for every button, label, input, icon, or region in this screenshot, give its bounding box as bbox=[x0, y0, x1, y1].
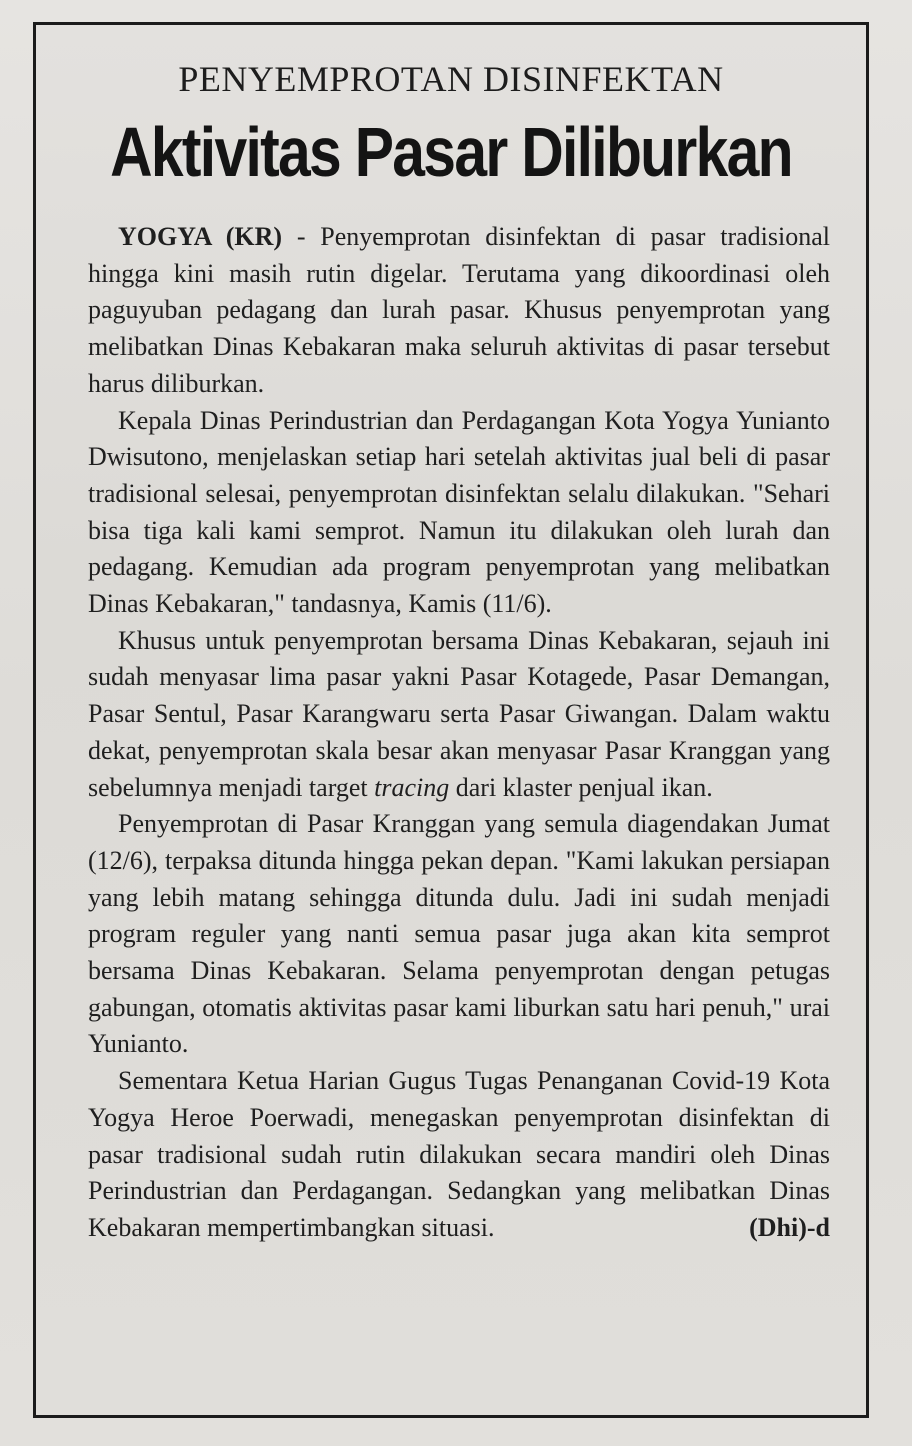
article-body bbox=[88, 219, 830, 1247]
paragraph-3-text-b: dari klaster penjual ikan. bbox=[449, 772, 713, 802]
byline: (Dhi)-d bbox=[749, 1212, 830, 1242]
paragraph-2: Kepala Dinas Perindustrian dan Perdagangan Kota Yogya Yunianto Dwisutono, menjelaskan setiap hari setelah aktivitas jual beli di pasar tradisional selesai, penyemprotan disinfektan selalu dilakukan. "Sehari bisa tiga kali kami semprot. Namun itu dilakukan oleh lurah dan pedagang. Kemudian ada program penyemprotan yang melibatkan Dinas Kebakaran," tandasnya, Kamis (11/6). bbox=[88, 405, 830, 619]
article-headline: Aktivitas Pasar Diliburkan bbox=[110, 113, 792, 191]
paragraph-5-text: Sementara Ketua Harian Gugus Tugas Penanganan Covid-19 Kota Yogya Heroe Poerwadi, menegaskan penyemprotan disinfektan di pasar tradisional sudah rutin dilakukan secara mandiri oleh Dinas Perindustrian dan Perdagangan. Sedangkan yang melibatkan Dinas Kebakaran mempertimbangkan situasi. bbox=[88, 1066, 830, 1242]
paragraph-1 bbox=[88, 219, 830, 403]
article-clipping bbox=[33, 22, 869, 1418]
dateline: YOGYA (KR) bbox=[118, 222, 283, 251]
paragraph-5 bbox=[88, 1063, 830, 1247]
paragraph-3-text-a: Khusus untuk penyemprotan bersama Dinas Kebakaran, sejauh ini sudah menyasar lima pasar yakni Pasar Kotagede, Pasar Demangan, Pasar Sentul, Pasar Karangwaru serta Pasar Giwangan. Dalam waktu dekat, penyemprotan skala besar akan menyasar Pasar Kranggan yang sebelumnya menjadi target bbox=[88, 625, 830, 802]
paragraph-3 bbox=[88, 623, 830, 807]
paragraph-1-text: - Penyemprotan disinfektan di pasar tradisional hingga kini masih rutin digelar. Terutama yang dikoordinasi oleh paguyuban pedagang dan lurah pasar. Khusus penyemprotan yang melibatkan Dinas Kebakaran maka seluruh aktivitas di pasar tersebut harus diliburkan. bbox=[88, 222, 830, 398]
paragraph-3-italic: tracing bbox=[374, 772, 450, 802]
paragraph-4: Penyemprotan di Pasar Kranggan yang semula diagendakan Jumat (12/6), terpaksa ditunda hingga pekan depan. "Kami lakukan persiapan yang lebih matang sehingga ditunda dulu. Jadi ini sudah menjadi program reguler yang nanti semua pasar juga akan kita semprot bersama Dinas Kebakaran. Selama penyemprotan dengan petugas gabungan, otomatis aktivitas pasar kami liburkan satu hari penuh," urai Yunianto. bbox=[88, 809, 830, 1059]
article-kicker: PENYEMPROTAN DISINFEKTAN bbox=[178, 59, 724, 99]
